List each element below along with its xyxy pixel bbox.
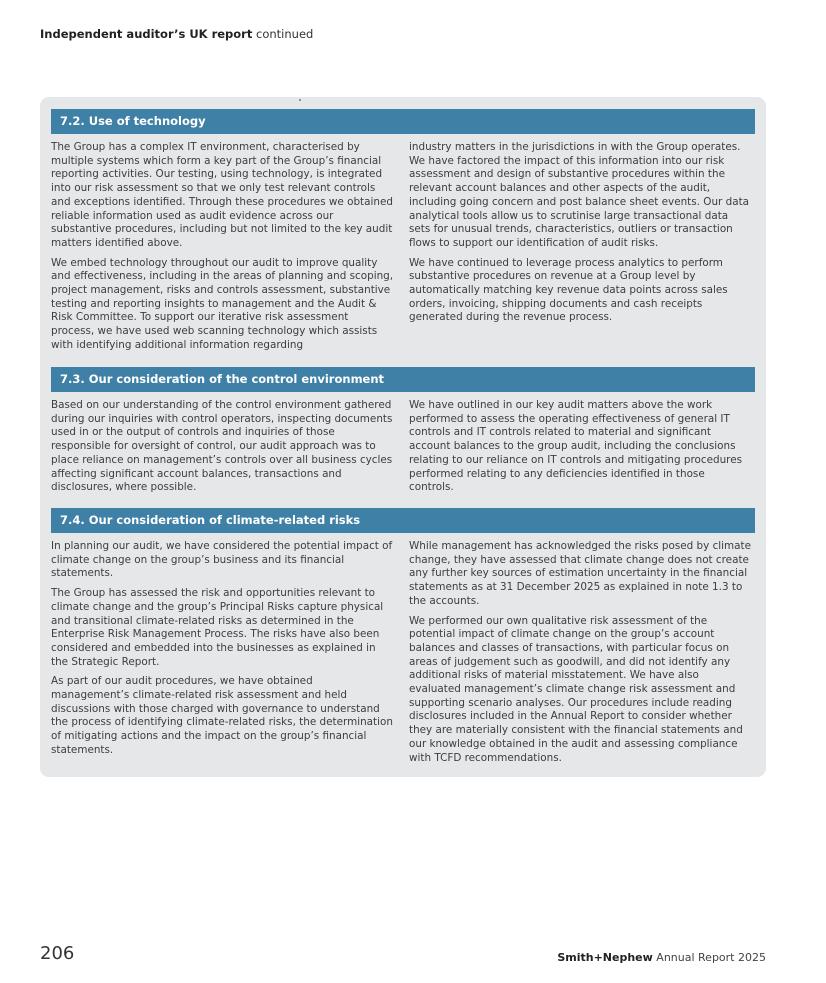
paragraph: While management has acknowledged the risks posed by climate change, they have assessed that climate change does not create any further key sources of estimation uncertainty in the financial statements as at 31 December 2025 as explained in note 1.3 to the accounts. — [409, 540, 752, 607]
footer-brand — [557, 951, 766, 964]
paragraph: Based on our understanding of the control environment gathered during our inquiries with control operators, inspecting documents used in or the output of controls and inquiries of those responsible for oversight of control, our audit approach was to place reliance on management’s controls over all business cycles affecting significant account balances, transactions and disclosures, where possible. — [51, 399, 393, 494]
paragraph: As part of our audit procedures, we have obtained management’s climate-related risk assessment and held discussions with those charged with governance to understand the process of identifying climate-related risks, the determination of mitigating actions and the impact on the group’s financial statements. — [51, 675, 393, 756]
running-header — [40, 27, 313, 41]
paragraph: The Group has a complex IT environment, characterised by multiple systems which form a key part of the Group’s financial reporting activities. Our testing, using technology, is integrated into our risk assessment so that we only test relevant controls and exceptions identified. Through these procedures we obtained reliable information used as audit evidence across our substantive procedures, including but not limited to the key audit matters identified above. — [51, 141, 393, 249]
paragraph: We embed technology throughout our audit to improve quality and effectiveness, including in the areas of planning and scoping, project management, risks and controls assessment, substantive testing and reporting insights to management and the Audit & Risk Committee. To support our iterative risk assessment process, we have used web scanning technology which assists with identifying additional information regarding — [51, 256, 394, 351]
paragraph: We performed our own qualitative risk assessment of the potential impact of climate change on the group’s account balances and classes of transactions, with particular focus on areas of judgement such as goodwill, and did not identify any additional risks of material misstatement. We have also evaluated management’s climate change risk assessment and supporting scenario analyses. Our procedures include reading disclosures included in the Annual Report to consider whether they are materially consistent with the financial statements and our knowledge obtained in the audit and assessing compliance with TCFD recommendations. — [409, 614, 743, 764]
section-7-4-right-column — [409, 540, 752, 771]
header-title: Independent auditor’s UK report — [40, 27, 253, 41]
section-7-2-right-column — [409, 141, 752, 331]
section-7-3-left-column — [51, 399, 394, 501]
paragraph: industry matters in the jurisdictions in with the Group operates. We have factored the impact of this information into our risk assessment and design of substantive procedures within the relevant account balances and other aspects of the audit, including going concern and post balance sheet events. Our data analytical tools allow us to scrutinise large transactional data sets for unusual trends, characteristics, outliers or transaction flows to support our identification of audit risks. — [409, 141, 750, 249]
paragraph: The Group has assessed the risk and opportunities relevant to climate change and the group’s Principal Risks capture physical and transitional climate-related risks as determined in the Enterprise Risk Management Process. The risks have also been considered and embedded into the businesses as explained in the Strategic Report. — [51, 587, 384, 668]
paragraph: We have continued to leverage process analytics to perform substantive procedures on revenue at a Group level by automatically matching key revenue data points across sales orders, invoicing, shipping documents and cash receipts generated during the revenue process. — [409, 256, 728, 324]
page-number: 206 — [40, 943, 75, 964]
stray-dot — [299, 99, 301, 101]
section-heading-7-2: 7.2. Use of technology — [51, 109, 755, 134]
section-7-4-left-column — [51, 540, 394, 764]
paragraph: We have outlined in our key audit matters above the work performed to assess the operating effectiveness of general IT controls and IT controls related to material and significant account balances to the group audit, including the conclusions relating to our reliance on IT controls and mitigating procedures performed relating to any deficiencies identified in those controls. — [409, 399, 743, 494]
section-heading-7-4: 7.4. Our consideration of climate-related risks — [51, 508, 755, 533]
brand-name: Smith+Nephew — [557, 951, 653, 964]
paragraph: In planning our audit, we have considered the potential impact of climate change on the group’s business and its financial statements. — [51, 540, 393, 580]
report-name: Annual Report 2025 — [656, 951, 766, 964]
section-7-3-right-column — [409, 399, 752, 501]
section-heading-7-3: 7.3. Our consideration of the control environment — [51, 367, 755, 392]
section-7-2-left-column — [51, 141, 394, 359]
header-continued: continued — [256, 27, 314, 41]
